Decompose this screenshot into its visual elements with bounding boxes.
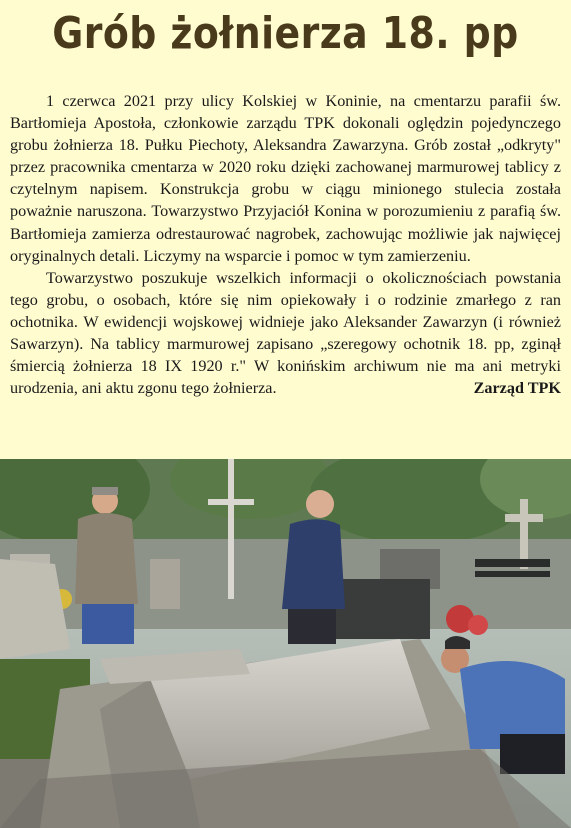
article-paragraph-2-text: Towarzystwo poszukuje wszelkich informacji o okolicznościach powstania tego grobu, o osobach, które się nim opiekowały i o rodzinie zmarłego z ran ochotnika. W ewidencji wojskowej widnieje jako Aleksander Zawarzyn (i również Sawarzyn). Na tablicy marmurowej zapisano „szeregowy ochotnik 18. pp, zginął śmiercią żołnierza 18 IX 1920 r." W konińskim archiwum nie ma ani metryki urodzenia, ani aktu zgonu tego żołnierza.: [10, 268, 561, 398]
article-signature: Zarząd TPK: [473, 379, 561, 398]
article-paragraph-1: 1 czerwca 2021 przy ulicy Kolskiej w Koninie, na cmentarzu parafii św. Bartłomieja Apostoła, członkowie zarządu TPK dokonali oględzin pojedynczego grobu żołnierza 18. Pułku Piechoty, Aleksandra Zawarzyna. Grób został „odkryty" przez pracownika cmentarza w 2020 roku dzięki zachowanej marmurowej tablicy z czytelnym napisem. Konstrukcja grobu w ciągu minionego stulecia została poważnie naruszona. Towarzystwo Przyjaciół Konina w porozumieniu z parafią św. Bartłomieja zamierza odrestaurować nagrobek, zachowując możliwie jak najwięcej oryginalnych detali. Liczymy na wsparcie i pomoc w tym zamierzeniu.: [10, 92, 561, 265]
cemetery-photo: [0, 459, 571, 828]
article-body: [10, 90, 561, 399]
article-paragraph-2: [10, 267, 561, 400]
article-title: Grób żołnierza 18. pp: [52, 8, 519, 59]
